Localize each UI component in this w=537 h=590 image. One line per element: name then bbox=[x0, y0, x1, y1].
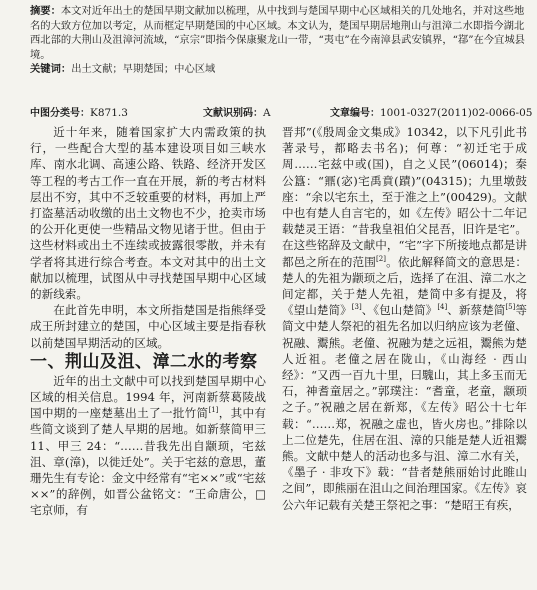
section-heading: 一、荆山及沮、漳二水的考察 bbox=[30, 351, 258, 372]
citation-4: [4] bbox=[437, 303, 448, 312]
citation-2: [2] bbox=[376, 254, 386, 263]
keywords-text: 出土文献；早期楚国；中心区域 bbox=[71, 63, 216, 76]
continued-text-3: 、《包山楚简》 bbox=[361, 303, 438, 318]
document-code-value: A bbox=[263, 107, 271, 119]
continued-text-4: 、新蔡楚简 bbox=[447, 303, 506, 318]
clc-label: 中图分类号： bbox=[30, 108, 90, 119]
intro-paragraph: 近十年来，随着国家扩大内需政策的执行，一些配合大型的基本建设项目如三峡水库、南水北调、高速公路、铁路、经济开发区等工程的考古工作一直在开展，新的考古材料层出不穷，其中不乏较重要的材料，再加上严打盗墓活动收缴的出土文物也不少，抢卖市场的公开化更使一些精品文物见诸于世。但由于这些材料或出土不连续或披露很零散，并未有学者将其进行综合考查。本文对其中的出土文献加以梳理，试图从中寻找楚国早期中心区域的新线索。 bbox=[30, 125, 266, 302]
clc-number bbox=[30, 104, 128, 119]
article-number-value: 1001-0327(2011)02-0066-05 bbox=[380, 107, 533, 119]
keywords-label: 关键词： bbox=[30, 63, 72, 76]
abstract-paragraph bbox=[30, 4, 527, 62]
citation-1: [1] bbox=[208, 406, 219, 415]
section-paragraph bbox=[30, 373, 266, 519]
article-number-label: 文章编号： bbox=[330, 108, 380, 119]
article-number bbox=[330, 104, 532, 119]
definition-paragraph: 在此首先申明，本文所指楚国是指熊绎受成王所封建立的楚国，中心区域主要是指春秋以前楚国早期活动的区域。 bbox=[30, 303, 266, 350]
section-paragraph-continued: ，其中有些简文谈到了楚人早期的居地。如新蔡简甲三 11、甲三 24：“……昔我先出自颛顼，宅兹沮、章(漳)，以徙迁处”。关于宅兹的意思，董珊先生有专论：金文中经常有“宅××”或“宅兹××”的辞例，如晋公盆铭文：“王命唐公，□宅京师，有 bbox=[30, 406, 266, 518]
continued-text-5: 等简文中楚人祭祀的祖先名加以归纳应该为老僮、祝融、鬻熊。老僮、祝融为楚之远祖，鬻熊为楚人近祖。老僮之居在陇山，《山海经 · 西山经》：“又西一百九十里，曰騩山，其上多玉而无石，神耆童居之。”郭璞注：“耆童，老童，颛顼之子。”祝融之居在新郑，《左传》昭公十七年载：“……郑，祝融之虚也，皆火房也。”排除以上二位楚先，住居在沮、漳的只能是楚人近祖鬻熊。文献中楚人的活动也多与沮、漳二水有关，《墨子 · 非攻下》载：“昔者楚熊丽始讨此睢山之间”，即熊丽在沮山之间治理国家。《左传》哀公六年记载有关楚王祭祀之事：“楚昭王有疾， bbox=[282, 303, 527, 512]
abstract-block bbox=[30, 4, 527, 77]
section-paragraph-text: 近年的出土文献中可以找到楚国早期中心区域的相关信息。1994 年，河南新蔡葛陵战国中期的一座楚墓出土了一批竹简 bbox=[30, 373, 266, 421]
document-code-label: 文献识别码： bbox=[203, 108, 263, 119]
abstract-text: 本文对近年出土的楚国早期文献加以梳理，从中找到与楚国早期中心区域相关的几处地名，并对这些地名的大致方位加以考定，从而框定早期楚国的中心区域。本文认为，楚国早期居地荆山与沮漳二水即指今湖北西北部的大荆山及沮漳河流域，“京宗”即指今保康聚龙山一带，“夷屯”在今南漳县武安镇界，“鄀”在今宜城县境。 bbox=[30, 5, 525, 61]
right-column bbox=[282, 124, 527, 513]
abstract-label: 摘要： bbox=[30, 5, 61, 17]
continued-text-2: 。依此解释简文的意思是：楚人的先祖为颛顼之后，选择了在沮、漳二水之间定都，关于楚人先祖，楚简中多有提及，将《望山楚简》 bbox=[282, 254, 527, 318]
citation-5: [5] bbox=[505, 303, 516, 312]
continued-paragraph bbox=[282, 124, 527, 513]
citation-3: [3] bbox=[351, 303, 362, 312]
document-code bbox=[203, 104, 271, 119]
left-column bbox=[30, 124, 266, 519]
continued-text: 晋邦”(《殷周金文集成》10342，以下凡引此书著录号，都略去书名)；何尊：“初迁宅于成周……宅兹中或(国)，自之乂民”(06014)；秦公簋：“鼏(宓)宅禹賁(蹟)”(04315)；九里墩鼓座：“余以宅东土，至于淮之上”(00429)。文献中也有楚人自言宅的，如《左传》昭公十二年记载楚灵王语：“昔我皇祖伯父昆吾，旧许是宅”。在这些铭辞及文献中，“宅”字下所接地点都是讲都邑之所在的范围 bbox=[282, 125, 527, 269]
keywords-paragraph bbox=[30, 62, 527, 77]
clc-value: K871.3 bbox=[90, 107, 128, 119]
